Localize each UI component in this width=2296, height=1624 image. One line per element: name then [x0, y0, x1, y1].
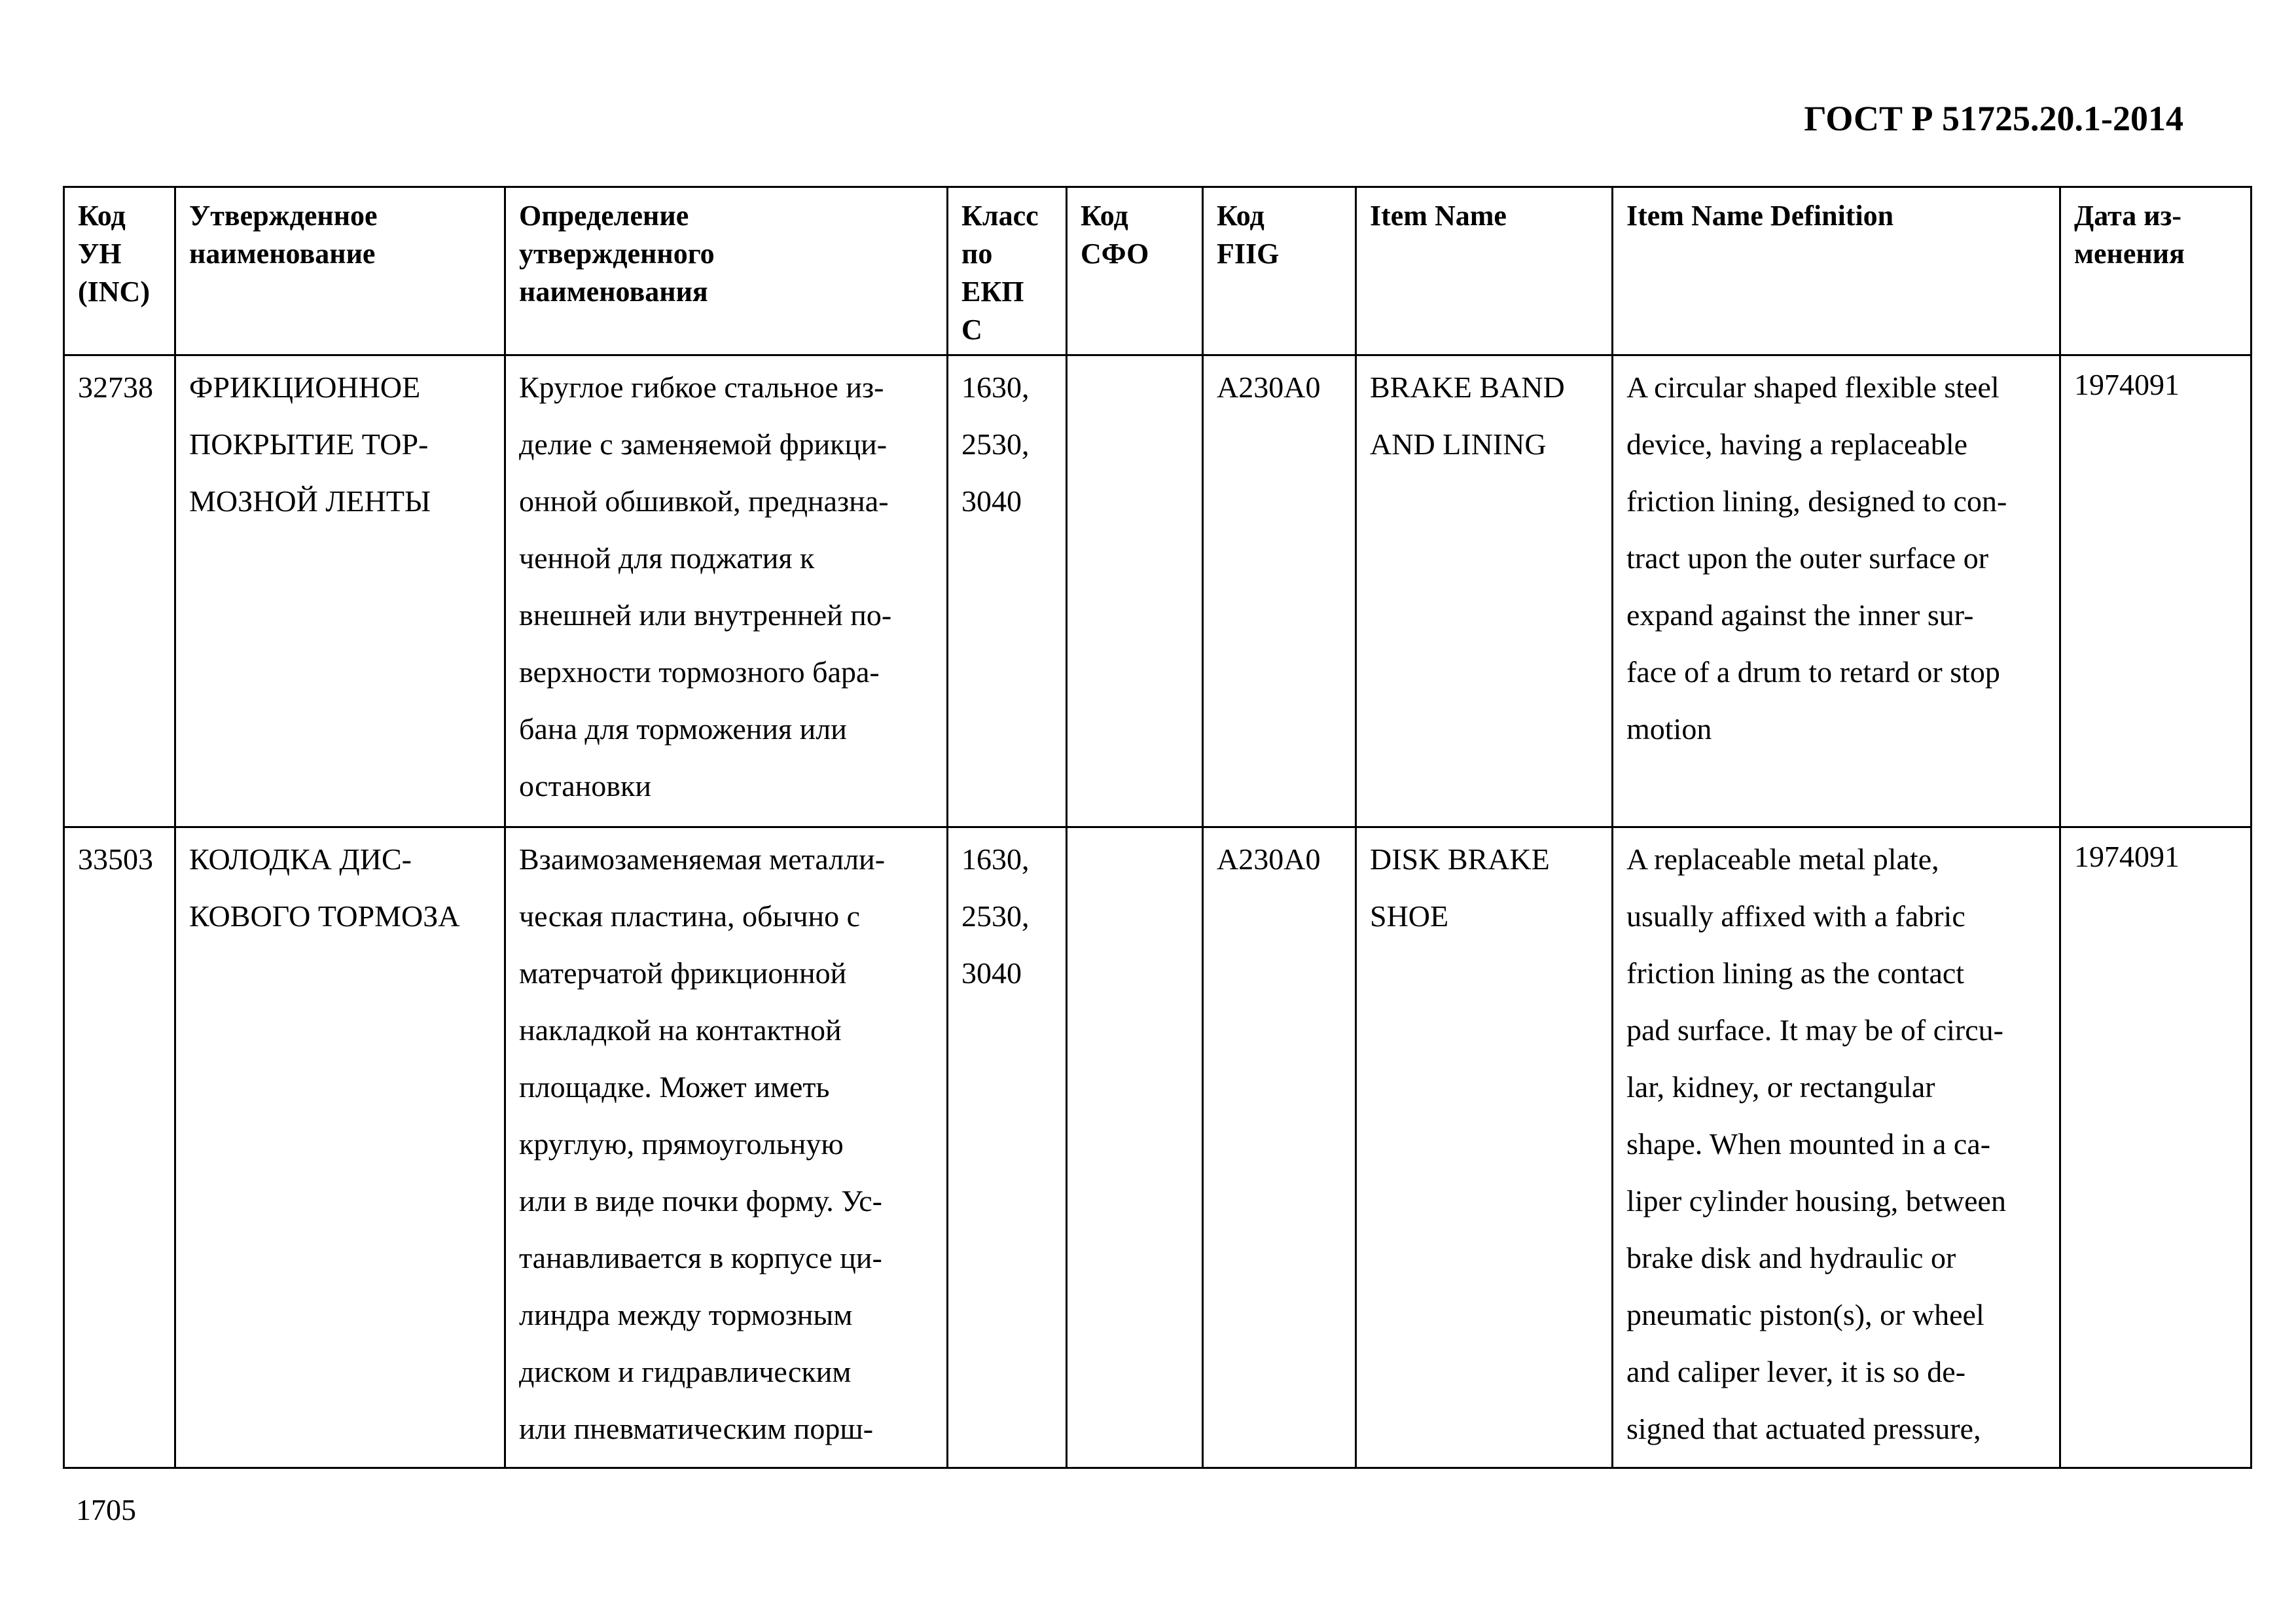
table-row [64, 355, 2251, 827]
cell-item-name-definition: A replaceable metal plate, usually affixed with a fabric friction lining as the contact pad surface. It may be of circu- lar, kidney, or rectangular shape. When mounted in a ca- liper cylinder housing, between brake disk and hydraulic or pneumatic piston(s), or wheel and caliper lever, it is so de- signed that actuated pressure, [1613, 827, 2060, 1468]
cell-class: 1630, 2530, 3040 [948, 827, 1067, 1468]
column-header-name-definition-ru: Определение утвержденного наименования [505, 187, 948, 355]
cell-inc: 33503 [64, 827, 175, 1468]
cell-sfo [1067, 355, 1203, 827]
column-header-change-date: Дата из- менения [2060, 187, 2251, 355]
cell-fiig: A230A0 [1203, 355, 1356, 827]
column-header-inc: Код УН (INC) [64, 187, 175, 355]
cell-approved-name: ФРИКЦИОННОЕ ПОКРЫТИЕ ТОР- МОЗНОЙ ЛЕНТЫ [175, 355, 505, 827]
cell-sfo [1067, 827, 1203, 1468]
table-row [64, 827, 2251, 1468]
cell-change-date: 1974091 [2060, 355, 2251, 827]
cell-inc: 32738 [64, 355, 175, 827]
column-header-class: Класс по ЕКП С [948, 187, 1067, 355]
column-header-fiig: Код FIIG [1203, 187, 1356, 355]
column-header-item-name-definition: Item Name Definition [1613, 187, 2060, 355]
page-number: 1705 [76, 1493, 136, 1526]
column-header-item-name: Item Name [1356, 187, 1613, 355]
cell-name-definition-ru: Взаимозаменяемая металли- ческая пластина, обычно с матерчатой фрикционной накладкой на контактной площадке. Может иметь круглую, прямоугольную или в виде почки форму. Ус- танавливается в корпусе ци- линдра между тормозным диском и гидравлическим или пневматическим порш- [505, 827, 948, 1468]
table-header-row [64, 187, 2251, 355]
cell-change-date: 1974091 [2060, 827, 2251, 1468]
column-header-sfo: Код СФО [1067, 187, 1203, 355]
cell-fiig: A230A0 [1203, 827, 1356, 1468]
items-table [63, 186, 2252, 1469]
cell-class: 1630, 2530, 3040 [948, 355, 1067, 827]
cell-item-name: DISK BRAKE SHOE [1356, 827, 1613, 1468]
cell-name-definition-ru: Круглое гибкое стальное из- делие с заменяемой фрикци- онной обшивкой, предназна- ченной для поджатия к внешней или внутренней по- верхности тормозного бара- бана для торможения или остановки [505, 355, 948, 827]
cell-item-name-definition: A circular shaped flexible steel device, having a replaceable friction lining, designed to con- tract upon the outer surface or expand against the inner sur- face of a drum to retard or stop motion [1613, 355, 2060, 827]
cell-item-name: BRAKE BAND AND LINING [1356, 355, 1613, 827]
cell-approved-name: КОЛОДКА ДИС- КОВОГО ТОРМОЗА [175, 827, 505, 1468]
document-standard-number: ГОСТ Р 51725.20.1-2014 [1804, 99, 2183, 138]
column-header-approved-name: Утвержденное наименование [175, 187, 505, 355]
